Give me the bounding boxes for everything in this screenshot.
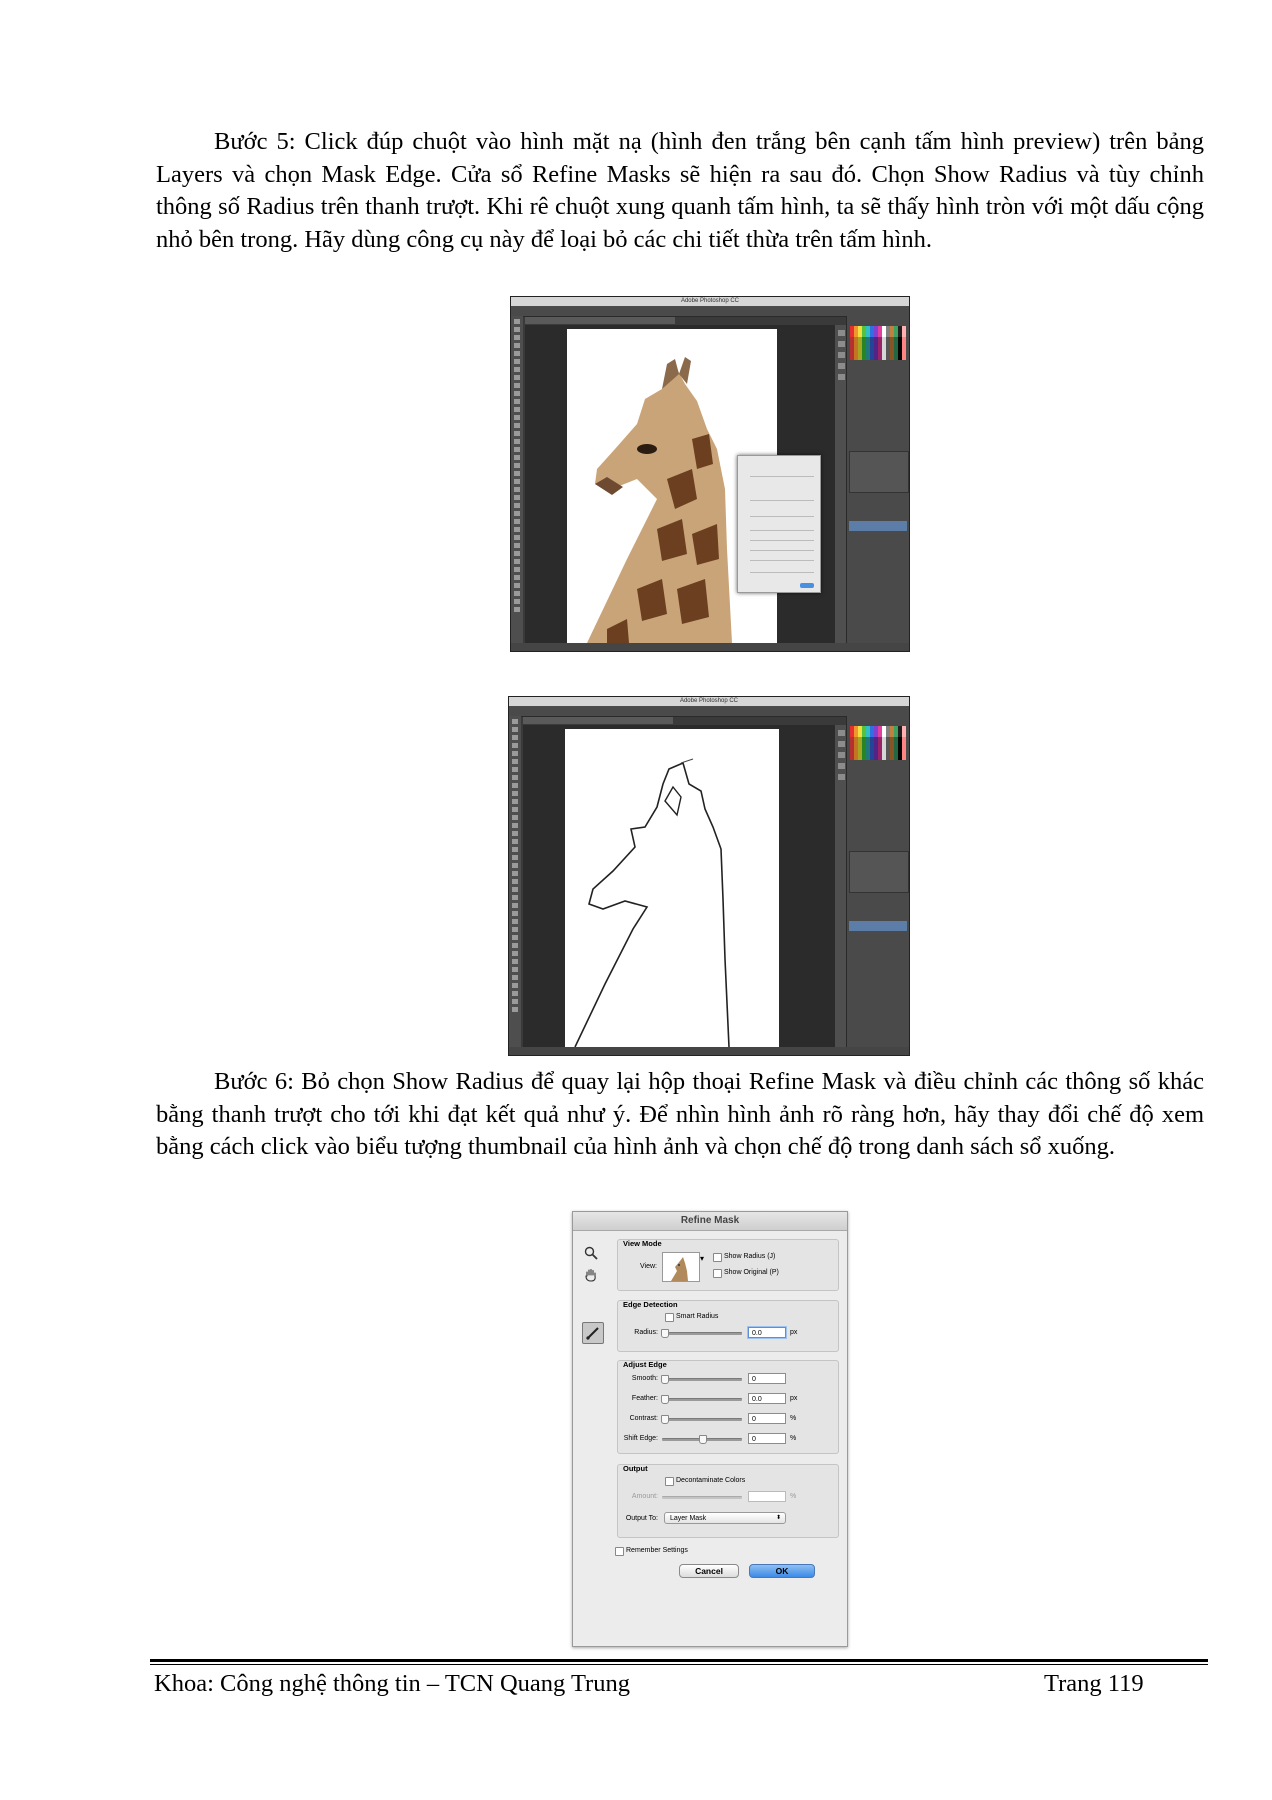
contrast-unit: % [790, 1415, 797, 1422]
view-mode-group [617, 1239, 839, 1291]
ps-titlebar [511, 297, 909, 306]
ps-document [565, 729, 779, 1047]
feather-slider[interactable] [662, 1398, 742, 1401]
footer-rule-thick [150, 1659, 1208, 1662]
ps-right-panels [846, 716, 909, 1047]
ps-toolbar [511, 316, 523, 643]
swatches-panel [850, 726, 906, 760]
show-radius-checkbox[interactable] [713, 1253, 722, 1262]
shift-edge-label: Shift Edge: [623, 1435, 658, 1442]
amount-slider[interactable] [662, 1496, 742, 1499]
refine-mask-dialog [572, 1211, 848, 1647]
layer-row [849, 521, 907, 531]
output-to-select[interactable] [664, 1512, 786, 1524]
radius-outline-image [565, 729, 779, 1047]
show-original-checkbox[interactable] [713, 1269, 722, 1278]
amount-label: Amount: [631, 1493, 658, 1500]
remember-settings-label: Remember Settings [626, 1547, 688, 1554]
decontaminate-checkbox[interactable] [665, 1477, 674, 1486]
view-dropdown-arrow-icon[interactable]: ▾ [700, 1254, 705, 1263]
smooth-input[interactable]: 0 [748, 1373, 786, 1384]
photoshop-screenshot-giraffe [510, 296, 910, 652]
footer-department: Khoa: Công nghệ thông tin – TCN Quang Trung [154, 1670, 630, 1697]
remember-settings-checkbox[interactable] [615, 1547, 624, 1556]
ps-statusbar [511, 643, 909, 651]
ok-button[interactable]: OK [749, 1564, 815, 1578]
smooth-slider[interactable] [662, 1378, 742, 1381]
ps-toolbar [509, 716, 521, 1047]
edge-detection-title: Edge Detection [623, 1300, 678, 1309]
amount-unit: % [790, 1493, 797, 1500]
step5-paragraph [156, 126, 1204, 256]
contrast-slider[interactable] [662, 1418, 742, 1421]
layer-row [849, 921, 907, 931]
view-thumbnail[interactable] [662, 1252, 700, 1282]
smart-radius-checkbox[interactable] [665, 1313, 674, 1322]
edge-detection-group [617, 1300, 839, 1352]
feather-label: Feather: [631, 1395, 658, 1402]
swatches-panel [850, 326, 906, 360]
amount-input[interactable] [748, 1491, 786, 1502]
contrast-slider-knob[interactable] [661, 1415, 669, 1424]
view-mode-title: View Mode [623, 1239, 662, 1248]
ps-doc-tab [523, 717, 673, 724]
adjust-edge-title: Adjust Edge [623, 1360, 667, 1369]
adjustments-panel [849, 451, 909, 493]
footer-rule-thin [150, 1664, 1208, 1665]
contrast-input[interactable]: 0 [748, 1413, 786, 1424]
radius-input[interactable]: 0.0 [748, 1327, 786, 1338]
smooth-label: Smooth: [631, 1375, 658, 1382]
dialog-title: Refine Mask [573, 1212, 847, 1231]
select-arrows-icon: ⬍ [775, 1515, 781, 1521]
adjustments-panel [849, 851, 909, 893]
radius-slider-knob[interactable] [661, 1329, 669, 1338]
adjust-edge-group [617, 1360, 839, 1454]
radius-unit: px [790, 1329, 798, 1336]
shift-edge-slider[interactable] [662, 1438, 742, 1441]
ps-right-panels [846, 316, 909, 643]
ps-app-title: Adobe Photoshop CC [679, 698, 739, 704]
shift-edge-unit: % [790, 1435, 797, 1442]
decontaminate-label: Decontaminate Colors [676, 1477, 746, 1484]
mini-refine-dialog [737, 455, 821, 593]
feather-input[interactable]: 0.0 [748, 1393, 786, 1404]
view-label: View: [640, 1263, 657, 1270]
photoshop-screenshot-radius [508, 696, 910, 1056]
radius-label: Radius: [634, 1329, 658, 1336]
feather-unit: px [790, 1395, 798, 1402]
radius-slider[interactable] [662, 1332, 742, 1335]
zoom-icon[interactable] [583, 1245, 599, 1261]
show-radius-label: Show Radius (J) [724, 1253, 776, 1260]
smart-radius-label: Smart Radius [676, 1313, 719, 1320]
step6-text: Bước 6: Bỏ chọn Show Radius để quay lại hộp thoại Refine Mask và điều chỉnh các thông số khác bằng thanh trượt cho tới khi đạt kết quả như ý. Để nhìn hình ảnh rõ ràng hơn, hãy thay đổi chế độ xem bằng cách click vào biểu tượng thumbnail của hình ảnh và chọn chế độ trong danh sách sổ xuống. [156, 1068, 1204, 1160]
shift-edge-input[interactable]: 0 [748, 1433, 786, 1444]
show-original-label: Show Original (P) [724, 1269, 779, 1276]
step5-text: Bước 5: Click đúp chuột vào hình mặt nạ (hình đen trắng bên cạnh tấm hình preview) trên bảng Layers và chọn Mask Edge. Cửa sổ Refine Masks sẽ hiện ra sau đó. Chọn Show Radius và tùy chỉnh thông số Radius trên thanh trượt. Khi rê chuột xung quanh tấm hình, ta sẽ thấy hình tròn với một dấu cộng nhỏ bên trong. Hãy dùng công cụ này để loại bỏ các chi tiết thừa trên tấm hình. [156, 128, 1204, 253]
footer-page-number: Trang 119 [1044, 1670, 1144, 1697]
output-to-value: Layer Mask [670, 1515, 707, 1522]
contrast-label: Contrast: [629, 1415, 658, 1422]
output-title: Output [623, 1464, 648, 1473]
output-to-label: Output To: [625, 1515, 658, 1522]
ps-titlebar [509, 697, 909, 706]
ps-statusbar [509, 1047, 909, 1055]
step6-paragraph [156, 1066, 1204, 1164]
feather-slider-knob[interactable] [661, 1395, 669, 1404]
giraffe-thumbnail-icon [663, 1253, 699, 1281]
ps-doc-tab [525, 317, 675, 324]
output-group [617, 1464, 839, 1538]
smooth-slider-knob[interactable] [661, 1375, 669, 1384]
shift-edge-slider-knob[interactable] [699, 1435, 707, 1444]
hand-icon[interactable] [583, 1267, 599, 1283]
ps-app-title: Adobe Photoshop CC [680, 298, 740, 304]
cancel-button[interactable]: Cancel [679, 1564, 739, 1578]
